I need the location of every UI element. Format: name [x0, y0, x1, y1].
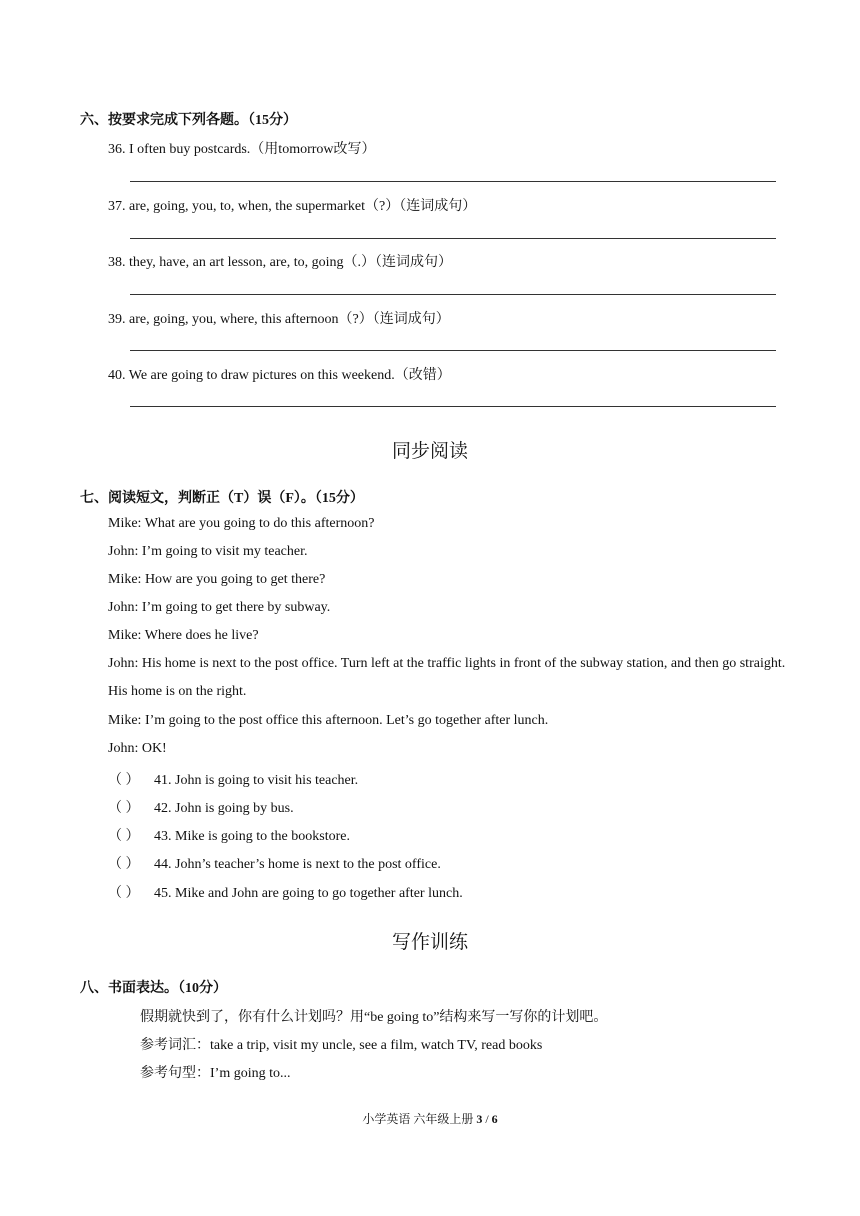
statement-44 [108, 853, 441, 873]
answer-paren[interactable]: （ ） [108, 829, 140, 844]
dialogue-line-4: John: I’m going to get there by subway. [108, 600, 331, 615]
answer-paren[interactable]: （ ） [108, 773, 140, 788]
dialogue-line-7: Mike: I’m going to the post office this afternoon. Let’s go together after lunch. [108, 713, 549, 728]
answer-line-37 [130, 238, 776, 239]
dialogue-line-2: John: I’m going to visit my teacher. [108, 544, 308, 559]
dialogue-line-5: Mike: Where does he live? [108, 628, 259, 643]
statement-41 [108, 769, 358, 789]
answer-line-39 [130, 350, 776, 351]
dialogue-line-3: Mike: How are you going to get there? [108, 572, 326, 587]
writing-section-title: 写作训练 [391, 932, 468, 953]
statement-43 [108, 825, 350, 845]
dialogue-line-6: John: His home is next to the post office. Turn left at the traffic lights in front of the subway station, and then go straight. His home is on the right. [108, 656, 786, 699]
section-8-heading: 八、书面表达。（10分） [80, 981, 227, 996]
writing-pattern: 参考句型：I’m going to... [140, 1066, 291, 1081]
dialogue-line-1: Mike: What are you going to do this afternoon? [108, 516, 375, 531]
answer-line-40 [130, 406, 776, 407]
answer-paren[interactable]: （ ） [108, 801, 140, 816]
question-40: 40. We are going to draw pictures on this weekend.（改错） [108, 368, 451, 383]
statement-text: 45. Mike and John are going to go together after lunch. [154, 886, 463, 901]
writing-prompt: 假期就快到了，你有什么计划吗？用“be going to”结构来写一写你的计划吧。 [140, 1010, 608, 1025]
footer-total-pages: 6 [491, 1112, 498, 1126]
footer-subject: 小学英语 六年级上册 [362, 1112, 477, 1126]
section-6-heading: 六、按要求完成下列各题。（15分） [80, 113, 297, 128]
statement-text: 42. John is going by bus. [154, 801, 294, 816]
page-footer [0, 1110, 860, 1127]
statement-45 [108, 882, 463, 902]
statement-text: 44. John’s teacher’s home is next to the post office. [154, 857, 441, 872]
statement-text: 43. Mike is going to the bookstore. [154, 829, 350, 844]
question-39: 39. are, going, you, where, this afternoon（?）（连词成句） [108, 312, 450, 327]
statement-text: 41. John is going to visit his teacher. [154, 773, 359, 788]
section-7-heading: 七、阅读短文，判断正（T）误（F）。（15分） [80, 491, 364, 506]
answer-line-36 [130, 181, 776, 182]
question-36: 36. I often buy postcards.（用tomorrow改写） [108, 142, 376, 157]
footer-page-number: 3 [476, 1112, 483, 1126]
question-37: 37. are, going, you, to, when, the supermarket（?）（连词成句） [108, 199, 477, 214]
dialogue-line-8: John: OK! [108, 741, 167, 756]
reading-section-title: 同步阅读 [391, 441, 468, 462]
answer-paren[interactable]: （ ） [108, 886, 140, 901]
writing-vocab: 参考词汇：take a trip, visit my uncle, see a film, watch TV, read books [140, 1038, 543, 1053]
answer-line-38 [130, 294, 776, 295]
footer-separator: / [482, 1112, 492, 1126]
question-38: 38. they, have, an art lesson, are, to, going（.）（连词成句） [108, 255, 452, 270]
statement-42 [108, 797, 294, 817]
answer-paren[interactable]: （ ） [108, 857, 140, 872]
